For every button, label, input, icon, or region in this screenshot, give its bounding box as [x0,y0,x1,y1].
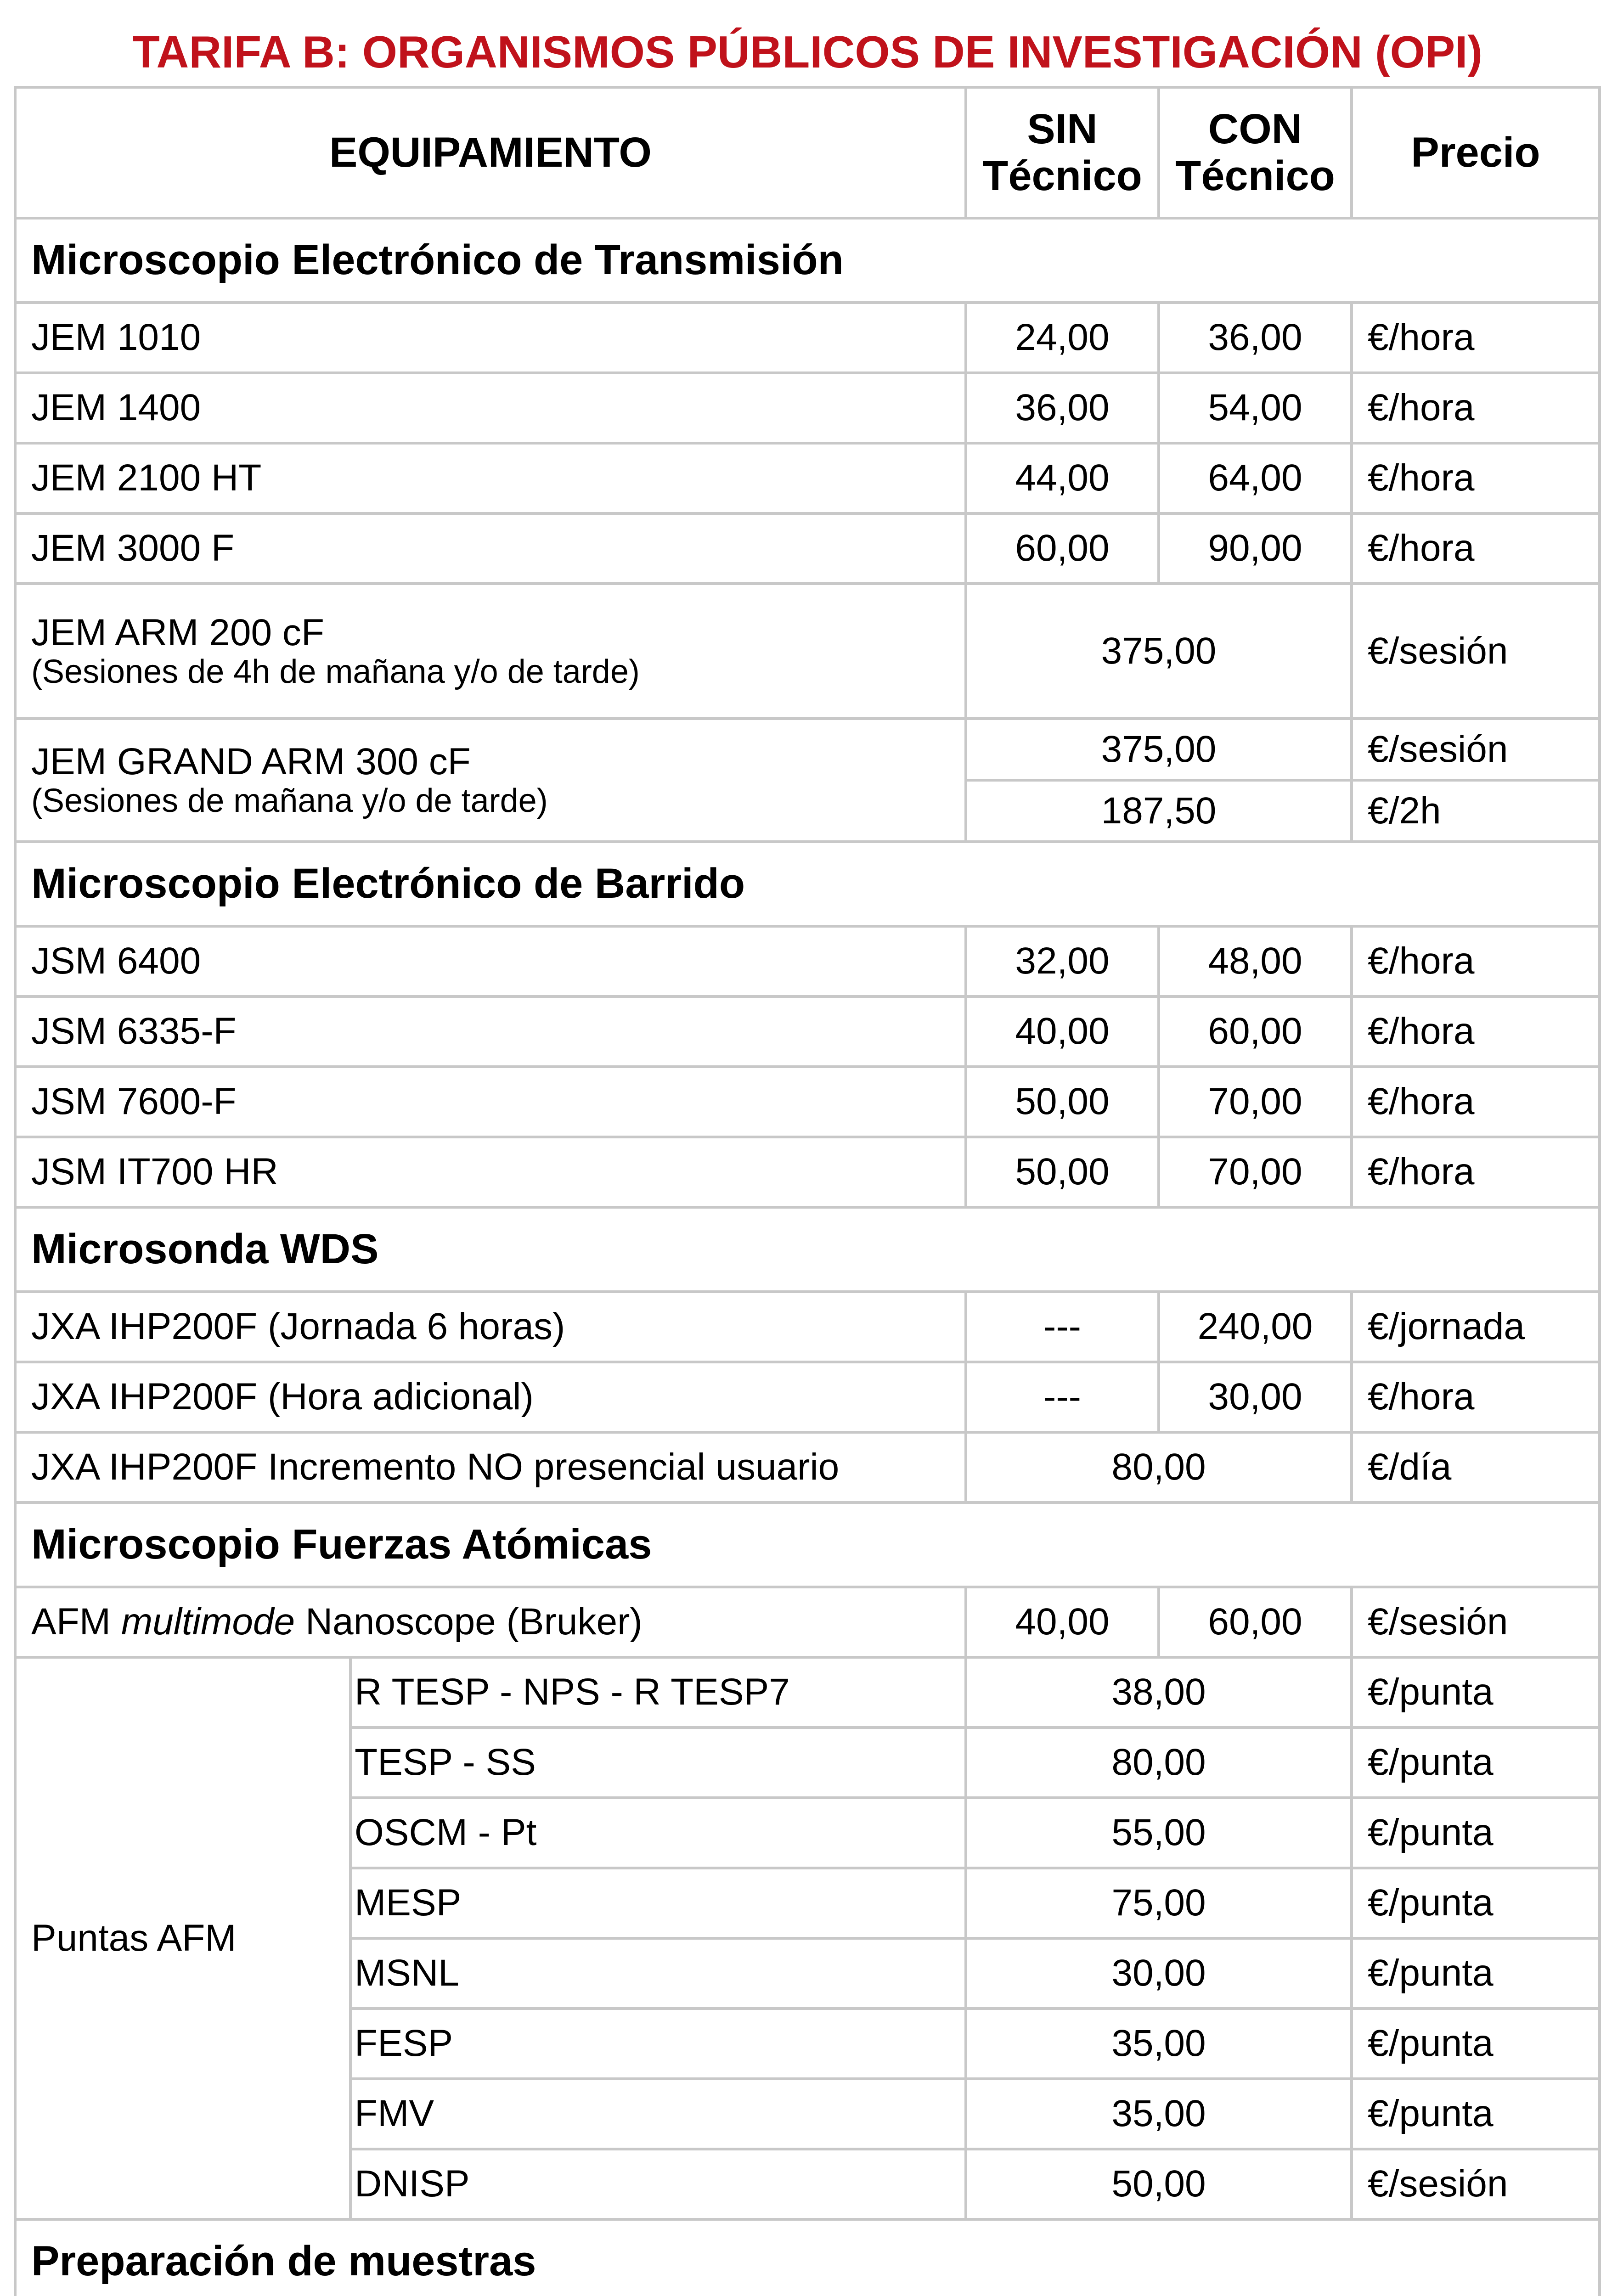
table-row [15,1292,1600,1362]
tip-name: DNISP [350,2149,966,2219]
price-con: 36,00 [1159,303,1352,373]
table-row [15,513,1600,584]
price-flat: 30,00 [966,1938,1352,2009]
price-flat: 35,00 [966,2079,1352,2149]
price-unit: €/hora [1352,513,1600,584]
table-row [15,303,1600,373]
price-unit: €/hora [1352,926,1600,996]
price-sin: 40,00 [966,1587,1159,1657]
header-con-tecnico [1159,87,1352,218]
tip-name: FMV [350,2079,966,2149]
price-con: 60,00 [1159,1587,1352,1657]
section-row [15,218,1600,303]
price-unit: €/día [1352,1432,1600,1503]
table-row [15,719,1600,780]
price-unit: €/jornada [1352,1292,1600,1362]
header-con-line1: CON [1208,106,1302,153]
price-flat: 75,00 [966,1868,1352,1938]
tip-name: TESP - SS [350,1728,966,1798]
afm-name-prefix: AFM [31,1601,111,1643]
afm-name-italic: multimode [121,1601,295,1643]
section-row [15,1503,1600,1587]
price-con: 60,00 [1159,996,1352,1067]
price-unit: €/sesión [1352,584,1600,719]
header-con-line2: Técnico [1175,152,1335,199]
price-unit: €/hora [1352,996,1600,1067]
price-sin: 40,00 [966,996,1159,1067]
price-con: 90,00 [1159,513,1352,584]
price-sin: 44,00 [966,443,1159,513]
price-unit: €/punta [1352,1798,1600,1868]
tip-name: R TESP - NPS - R TESP7 [350,1657,966,1728]
equipment-name: JXA IHP200F Incremento NO presencial usuario [15,1432,966,1503]
price-sin: 24,00 [966,303,1159,373]
tip-name: OSCM - Pt [350,1798,966,1868]
section-title-afm: Microscopio Fuerzas Atómicas [15,1503,1600,1587]
price-flat: 80,00 [966,1728,1352,1798]
header-equipment: EQUIPAMIENTO [15,87,966,218]
price-flat: 375,00 [966,719,1352,780]
price-con: 70,00 [1159,1137,1352,1207]
equipment-name [15,584,966,719]
equipment-name: JEM 3000 F [15,513,966,584]
table-row [15,373,1600,443]
tip-name: MSNL [350,1938,966,2009]
table-row [15,1362,1600,1432]
equipment-name [15,719,966,842]
price-unit: €/sesión [1352,1587,1600,1657]
price-con: 48,00 [1159,926,1352,996]
header-sin-line2: Técnico [982,152,1142,199]
equipment-name: JSM 7600-F [15,1067,966,1137]
price-unit: €/hora [1352,443,1600,513]
tip-name: FESP [350,2009,966,2079]
equipment-name: JXA IHP200F (Hora adicional) [15,1362,966,1432]
afm-name-suffix: Nanoscope (Bruker) [305,1601,643,1643]
equipment-note: (Sesiones de mañana y/o de tarde) [31,782,548,819]
table-row [15,996,1600,1067]
section-title-sem: Microscopio Electrónico de Barrido [15,842,1600,926]
price-sin: --- [966,1292,1159,1362]
price-flat: 187,50 [966,780,1352,842]
price-unit: €/punta [1352,1657,1600,1728]
price-unit: €/punta [1352,2009,1600,2079]
equipment-name [15,1587,966,1657]
table-row [15,1432,1600,1503]
table-row [15,584,1600,719]
equipment-name: JSM IT700 HR [15,1137,966,1207]
equipment-name: JSM 6400 [15,926,966,996]
price-unit: €/hora [1352,1067,1600,1137]
table-row [15,926,1600,996]
header-sin-line1: SIN [1027,106,1098,153]
price-unit: €/punta [1352,1868,1600,1938]
header-row [15,87,1600,218]
section-row [15,1207,1600,1292]
header-sin-tecnico [966,87,1159,218]
price-unit: €/sesión [1352,719,1600,780]
price-unit: €/hora [1352,1137,1600,1207]
section-title-prep: Preparación de muestras [15,2219,1600,2296]
price-unit: €/hora [1352,373,1600,443]
price-flat: 50,00 [966,2149,1352,2219]
table-row [15,1067,1600,1137]
price-con: 30,00 [1159,1362,1352,1432]
price-sin: 32,00 [966,926,1159,996]
equipment-title: JEM GRAND ARM 300 cF [31,741,471,783]
section-row [15,842,1600,926]
price-unit: €/punta [1352,1728,1600,1798]
equipment-name: JXA IHP200F (Jornada 6 horas) [15,1292,966,1362]
equipment-name: JSM 6335-F [15,996,966,1067]
section-row [15,2219,1600,2296]
price-flat: 80,00 [966,1432,1352,1503]
section-title-wds: Microsonda WDS [15,1207,1600,1292]
price-unit: €/sesión [1352,2149,1600,2219]
tips-label: Puntas AFM [15,1657,350,2219]
equipment-name: JEM 1010 [15,303,966,373]
price-flat: 375,00 [966,584,1352,719]
table-row [15,1587,1600,1657]
price-unit: €/hora [1352,1362,1600,1432]
price-con: 64,00 [1159,443,1352,513]
table-row [15,1657,1600,1728]
tariff-table [14,18,1601,2296]
price-sin: 50,00 [966,1067,1159,1137]
price-sin: --- [966,1362,1159,1432]
price-unit: €/punta [1352,2079,1600,2149]
equipment-name: JEM 1400 [15,373,966,443]
section-title-tem: Microscopio Electrónico de Transmisión [15,218,1600,303]
price-unit: €/hora [1352,303,1600,373]
price-flat: 35,00 [966,2009,1352,2079]
price-sin: 60,00 [966,513,1159,584]
header-price: Precio [1352,87,1600,218]
title-row [15,18,1600,87]
price-unit: €/punta [1352,1938,1600,2009]
equipment-title: JEM ARM 200 cF [31,612,324,654]
price-con: 240,00 [1159,1292,1352,1362]
price-flat: 38,00 [966,1657,1352,1728]
page-title: TARIFA B: ORGANISMOS PÚBLICOS DE INVESTIGACIÓN (OPI) [15,18,1600,87]
price-flat: 55,00 [966,1798,1352,1868]
price-sin: 50,00 [966,1137,1159,1207]
price-sin: 36,00 [966,373,1159,443]
table-row [15,1137,1600,1207]
table-row [15,443,1600,513]
tariff-sheet [14,18,1598,2296]
price-con: 70,00 [1159,1067,1352,1137]
tip-name: MESP [350,1868,966,1938]
price-unit: €/2h [1352,780,1600,842]
price-con: 54,00 [1159,373,1352,443]
equipment-name: JEM 2100 HT [15,443,966,513]
equipment-note: (Sesiones de 4h de mañana y/o de tarde) [31,653,640,690]
